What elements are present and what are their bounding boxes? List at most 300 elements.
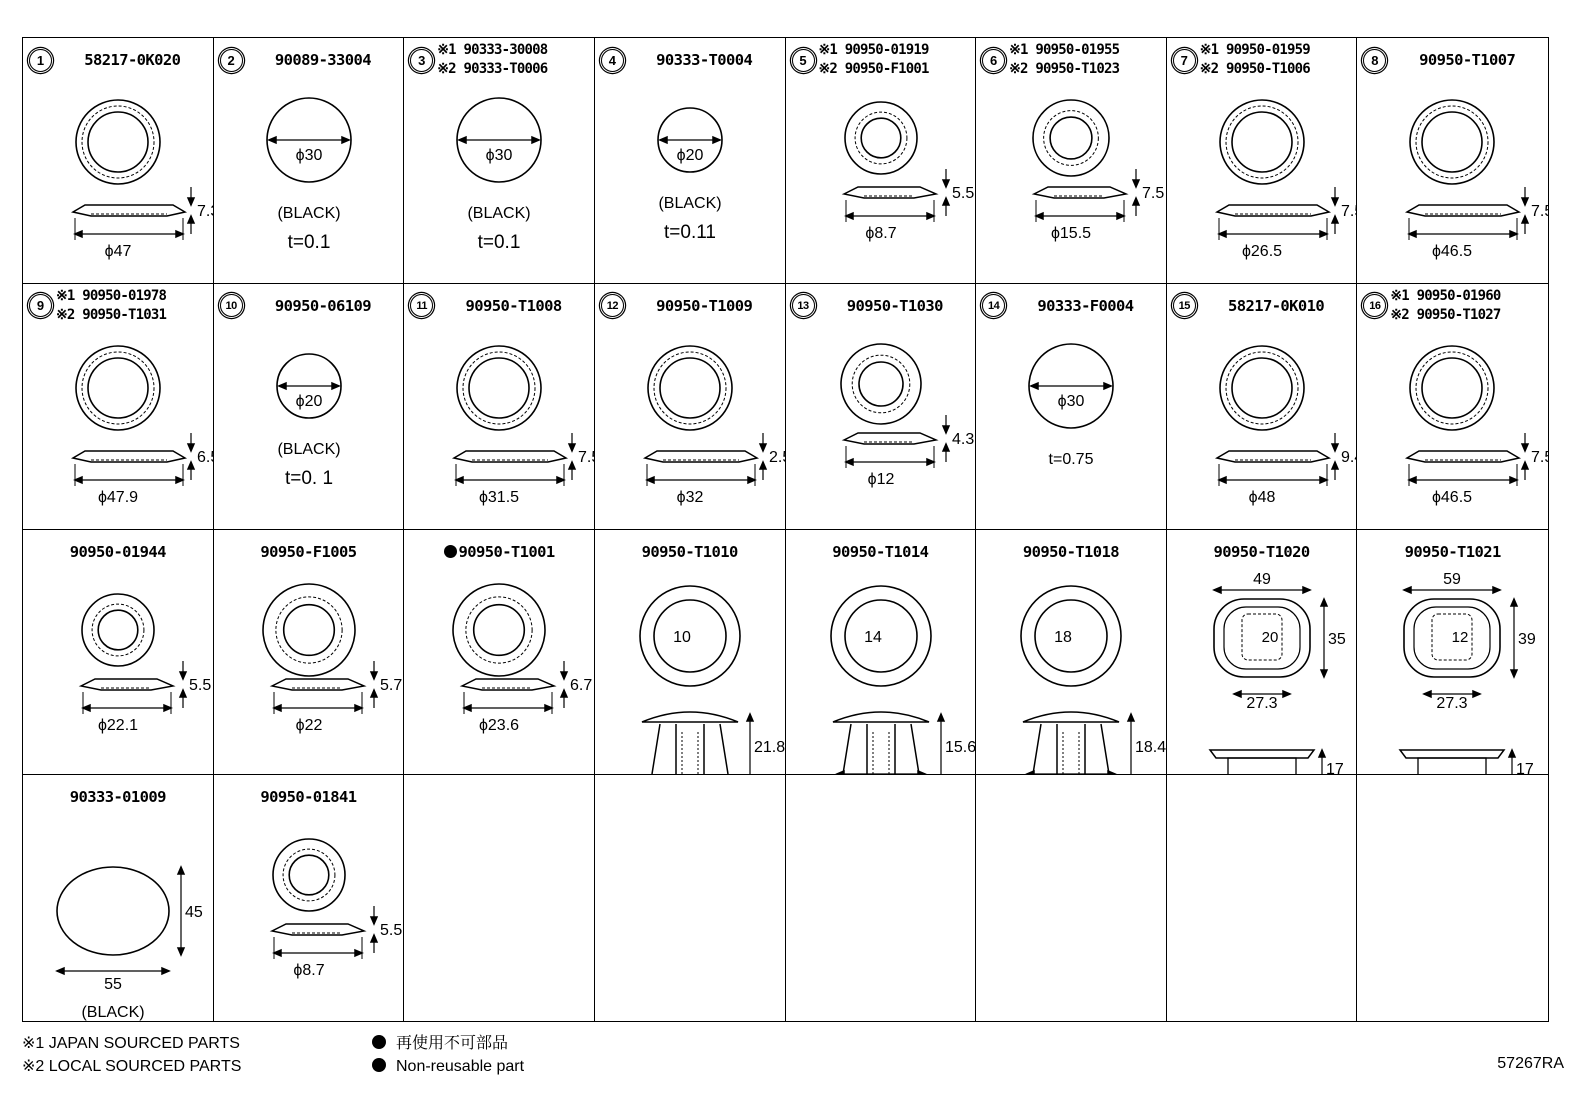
- part-cell: [976, 284, 1167, 530]
- part-number: 58217-0K020: [84, 51, 181, 69]
- part-number: ※1 90950-01960: [1390, 287, 1501, 304]
- part-numbers: [1386, 287, 1548, 325]
- part-number-header: [404, 530, 594, 574]
- empty-cell: [595, 775, 786, 1021]
- profile-shape: [1320, 231, 1327, 237]
- profile-shape: [1409, 231, 1416, 237]
- profile-shape: [569, 462, 575, 469]
- dimension-label: ϕ8.7: [293, 962, 325, 980]
- outline-shape: [841, 344, 921, 424]
- outline-shape: [57, 867, 169, 955]
- part-number: ※1 90950-01959: [1199, 42, 1310, 58]
- reuse-legend: [372, 1032, 524, 1078]
- cell-header: [1167, 284, 1357, 328]
- item-number: 8: [1363, 49, 1386, 72]
- dimension-label: ϕ32: [676, 488, 704, 506]
- dimension-label: 35: [1327, 630, 1346, 648]
- profile-shape: [1319, 750, 1325, 757]
- profile-shape: [927, 459, 934, 465]
- dimension-label: ϕ23.6: [479, 716, 520, 734]
- dimension-label: t=0.1: [477, 232, 521, 253]
- part-cell: [1357, 530, 1548, 776]
- profile-shape: [274, 950, 281, 956]
- part-number: ※2 90950-T1023: [1009, 61, 1120, 77]
- profile-shape: [927, 213, 934, 219]
- profile-shape: [188, 216, 194, 223]
- outline-shape: [1232, 112, 1292, 172]
- dimension-label: ϕ47.9: [97, 488, 139, 506]
- profile-shape: [1418, 758, 1486, 776]
- part-drawing: [404, 328, 601, 530]
- part-number: 90950-06109: [274, 296, 371, 315]
- part-number-header: [23, 530, 213, 574]
- profile-shape: [545, 705, 552, 711]
- profile-shape: [1424, 691, 1431, 697]
- profile-shape: [561, 690, 567, 697]
- profile-shape: [1234, 691, 1241, 697]
- part-number-header: [1167, 530, 1357, 574]
- profile-shape: [1219, 477, 1226, 483]
- cell-header: [23, 284, 213, 328]
- profile-shape: [561, 672, 567, 679]
- part-cell: [23, 530, 214, 776]
- part-numbers: [815, 41, 976, 79]
- part-drawing: [595, 328, 792, 530]
- part-cell: [976, 38, 1167, 284]
- part-cell: [595, 530, 786, 776]
- profile-shape: [269, 137, 276, 143]
- profile-shape: [162, 968, 169, 974]
- cell-header: [1167, 38, 1357, 82]
- part-numbers: [243, 51, 404, 69]
- outline-shape: [1416, 106, 1488, 178]
- dimension-label: 7.5: [1531, 203, 1554, 220]
- sourcing-legend: [22, 1032, 241, 1078]
- outline-shape: [1044, 111, 1099, 166]
- dimension-label: ϕ26.5: [1241, 243, 1282, 260]
- profile-shape: [1400, 750, 1504, 758]
- part-number: ※2 90333-T0006: [437, 61, 548, 77]
- profile-shape: [1473, 691, 1480, 697]
- profile-shape: [833, 712, 929, 722]
- profile-shape: [178, 867, 184, 874]
- part-cell: [1167, 38, 1363, 284]
- outline-shape: [463, 352, 535, 424]
- profile-shape: [652, 724, 728, 776]
- outline-shape: [283, 849, 335, 901]
- cell-header: [404, 284, 594, 328]
- dimension-label: 27.3: [1436, 694, 1468, 712]
- cell-header: [786, 38, 976, 82]
- part-cell: [404, 284, 601, 530]
- profile-shape: [1303, 587, 1310, 593]
- outline-shape: [88, 358, 148, 418]
- profile-shape: [1510, 477, 1517, 483]
- profile-shape: [371, 690, 377, 697]
- profile-shape: [75, 231, 82, 237]
- part-number: 90950-T1008: [465, 296, 562, 315]
- part-number-header: [595, 530, 785, 574]
- part-drawing: [1167, 82, 1363, 284]
- part-cell: [404, 38, 595, 284]
- profile-shape: [846, 213, 853, 219]
- part-drawing: [786, 574, 976, 792]
- item-number: 13: [792, 294, 815, 317]
- part-number: 90950-01841: [260, 788, 357, 807]
- part-number-header: [23, 775, 213, 819]
- profile-shape: [1493, 587, 1500, 593]
- profile-shape: [176, 477, 183, 483]
- part-numbers: [433, 41, 594, 79]
- profile-shape: [371, 935, 377, 942]
- item-number: 10: [220, 294, 243, 317]
- outline-shape: [1226, 106, 1298, 178]
- part-drawing: [23, 328, 220, 530]
- cell-header: [1357, 284, 1548, 328]
- profile-shape: [1522, 462, 1528, 469]
- profile-shape: [180, 690, 186, 697]
- part-numbers: [624, 297, 785, 315]
- part-number: 90950-T1001: [458, 542, 555, 561]
- legend-nonreusable-jp: 再使用不可部品: [396, 1035, 509, 1052]
- part-cell: [976, 530, 1167, 792]
- profile-shape: [943, 198, 949, 205]
- profile-shape: [1219, 231, 1226, 237]
- dimension-label: 17: [1325, 760, 1344, 778]
- profile-shape: [178, 948, 184, 955]
- part-number: 90950-T1030: [846, 296, 943, 315]
- part-numbers: [815, 297, 976, 315]
- dimension-label: 5.7: [379, 676, 402, 694]
- profile-shape: [1283, 691, 1290, 697]
- profile-shape: [1511, 670, 1517, 677]
- part-number-header: [976, 530, 1166, 574]
- part-numbers: [1386, 51, 1548, 69]
- outline-shape: [852, 355, 910, 413]
- profile-shape: [760, 462, 766, 469]
- clip-mark: 10: [672, 628, 691, 646]
- dimension-label: (BLACK): [277, 205, 341, 222]
- outline-shape: [82, 352, 154, 424]
- part-number-header: [1357, 530, 1548, 574]
- part-number: 90950-T1007: [1419, 51, 1516, 69]
- profile-shape: [1214, 587, 1221, 593]
- part-numbers: [1005, 41, 1166, 79]
- part-drawing: [1167, 328, 1363, 530]
- outline-shape: [1422, 358, 1482, 418]
- dimension-label: ϕ12: [867, 470, 894, 488]
- profile-shape: [75, 477, 82, 483]
- part-number: 58217-0K010: [1228, 296, 1325, 315]
- dimension-label: 5.5: [189, 676, 212, 694]
- part-cell: [786, 38, 977, 284]
- nonreusable-dot-icon: [372, 1058, 386, 1072]
- dimension-label: 7.5: [1531, 448, 1554, 466]
- dimension-label: ϕ47: [104, 243, 132, 260]
- profile-shape: [1522, 444, 1528, 451]
- part-cell: [1167, 284, 1363, 530]
- item-number: 3: [410, 49, 433, 72]
- legend-nonreusable-en: Non-reusable part: [396, 1058, 525, 1075]
- nonreusable-dot-icon: [372, 1035, 386, 1049]
- outline-shape: [469, 358, 529, 418]
- profile-shape: [332, 383, 339, 389]
- part-cell: [1167, 530, 1358, 776]
- part-drawing: [595, 574, 785, 776]
- part-number: 90950-T1021: [1404, 542, 1501, 561]
- profile-shape: [1332, 462, 1338, 469]
- profile-shape: [1332, 444, 1338, 451]
- empty-cell: [786, 775, 977, 1021]
- dimension-label: 17: [1516, 760, 1535, 778]
- part-number: 90950-F1005: [260, 542, 357, 561]
- profile-shape: [164, 705, 171, 711]
- dimension-label: 7.5: [578, 448, 601, 466]
- profile-shape: [274, 705, 281, 711]
- profile-shape: [188, 444, 194, 451]
- profile-shape: [1522, 216, 1528, 223]
- part-number: 90089-33004: [274, 51, 371, 69]
- dimension-label: 5.5: [379, 922, 402, 940]
- dimension-label: t=0. 1: [284, 467, 333, 489]
- outline-shape: [273, 839, 345, 911]
- outline-shape: [453, 584, 545, 676]
- dimension-label: 24.5: [1055, 774, 1087, 792]
- profile-shape: [557, 477, 564, 483]
- part-cell: [786, 284, 977, 530]
- part-drawing: [23, 574, 213, 776]
- part-cell: [595, 284, 792, 530]
- dimension-label: 5.5: [951, 185, 974, 202]
- dimension-label: ϕ20: [676, 147, 704, 164]
- outline-shape: [1033, 100, 1109, 176]
- profile-shape: [532, 137, 539, 143]
- part-number: ※2 90950-T1006: [1199, 61, 1310, 77]
- dimension-label: 6.7: [570, 676, 593, 694]
- dimension-label: 21.8: [753, 738, 786, 756]
- dimension-label: 49: [1252, 570, 1271, 588]
- item-number: 9: [29, 294, 52, 317]
- profile-shape: [57, 968, 64, 974]
- dimension-label: ϕ20: [295, 392, 323, 410]
- parts-grid: [22, 37, 1554, 1022]
- dimension-label: 6.5: [197, 448, 220, 466]
- dimension-label: ϕ46.5: [1432, 488, 1473, 506]
- part-cell: [214, 775, 405, 1021]
- part-number: ※1 90333-30008: [437, 42, 548, 58]
- outline-shape: [1226, 352, 1298, 424]
- profile-shape: [1104, 383, 1111, 389]
- part-drawing: [214, 328, 404, 530]
- profile-shape: [1320, 477, 1327, 483]
- item-number: 16: [1363, 294, 1386, 317]
- profile-shape: [355, 705, 362, 711]
- cell-header: [214, 284, 404, 328]
- dimension-label: t=0.11: [663, 222, 716, 243]
- outline-shape: [98, 610, 138, 650]
- part-numbers: [433, 297, 594, 315]
- clip-mark: 12: [1452, 628, 1469, 646]
- part-numbers: [1005, 297, 1166, 315]
- part-number: ※2 90950-T1027: [1390, 306, 1501, 323]
- dimension-label: 9.4: [1340, 448, 1363, 466]
- dimension-label: 7.5: [1142, 185, 1165, 202]
- clip-mark: 20: [1261, 628, 1279, 646]
- item-number: 5: [792, 49, 815, 72]
- part-cell: [404, 530, 595, 776]
- profile-shape: [1117, 213, 1124, 219]
- cell-header: [214, 38, 404, 82]
- profile-shape: [943, 180, 949, 187]
- outline-shape: [263, 584, 355, 676]
- empty-cell: [976, 775, 1167, 1021]
- outline-shape: [283, 604, 334, 655]
- profile-shape: [642, 712, 738, 722]
- outline-shape: [1050, 117, 1092, 159]
- outline-shape: [1422, 112, 1482, 172]
- part-drawing: [214, 574, 404, 776]
- item-number: 15: [1173, 294, 1196, 317]
- outline-shape: [859, 362, 903, 406]
- part-number: 90950-T1014: [832, 542, 929, 561]
- part-cell: [214, 530, 405, 776]
- part-drawing: [1357, 82, 1554, 284]
- cell-header: [976, 38, 1166, 82]
- profile-shape: [1510, 231, 1517, 237]
- outline-shape: [660, 358, 720, 418]
- part-cell: [23, 284, 220, 530]
- profile-shape: [1133, 198, 1139, 205]
- legend-japan: ※1 JAPAN SOURCED PARTS: [22, 1035, 240, 1052]
- part-cell: [23, 775, 214, 1021]
- profile-shape: [1404, 587, 1411, 593]
- cell-header: [976, 284, 1166, 328]
- part-drawing: [214, 82, 404, 284]
- part-number: 90950-T1009: [656, 296, 753, 315]
- diagram-code: 57267RA: [1497, 1055, 1564, 1072]
- part-cell: [1357, 284, 1554, 530]
- legend-local: ※2 LOCAL SOURCED PARTS: [22, 1058, 242, 1075]
- dimension-label: 39: [1518, 630, 1537, 648]
- profile-shape: [747, 714, 753, 721]
- profile-shape: [1036, 213, 1043, 219]
- dimension-label: 18.4: [1135, 738, 1167, 756]
- part-numbers: [1196, 297, 1357, 315]
- part-number: 90950-T1020: [1213, 542, 1310, 561]
- profile-shape: [938, 714, 944, 721]
- part-drawing: [976, 574, 1167, 792]
- part-drawing: [1357, 570, 1547, 778]
- clip-mark: 14: [863, 628, 882, 646]
- part-number: 90333-T0004: [656, 51, 753, 69]
- part-number-header: [214, 530, 404, 574]
- profile-shape: [1133, 180, 1139, 187]
- part-drawing: [786, 82, 976, 284]
- dimension-label: 15.6: [944, 738, 976, 756]
- profile-shape: [279, 383, 286, 389]
- empty-cell: [1167, 775, 1358, 1021]
- dimension-label: (BLACK): [277, 440, 341, 458]
- nonreusable-dot-icon: [444, 545, 457, 558]
- dimension-label: (BLACK): [467, 205, 531, 222]
- outline-shape: [1416, 352, 1488, 424]
- profile-shape: [1332, 198, 1338, 205]
- profile-shape: [1128, 714, 1134, 721]
- part-drawing: [1357, 328, 1554, 530]
- cell-header: [595, 284, 785, 328]
- profile-shape: [188, 198, 194, 205]
- profile-shape: [647, 477, 654, 483]
- item-number: 6: [982, 49, 1005, 72]
- clip-mark: 18: [1054, 628, 1073, 646]
- profile-shape: [760, 444, 766, 451]
- dimension-label: 55: [104, 976, 122, 994]
- profile-shape: [660, 137, 667, 143]
- part-number: ※1 90950-01919: [818, 42, 929, 58]
- dimension-label: 4.3: [951, 430, 974, 448]
- outline-shape: [861, 118, 901, 158]
- dimension-label: ϕ46.5: [1432, 243, 1473, 260]
- part-drawing: [595, 82, 785, 284]
- profile-shape: [1511, 599, 1517, 606]
- profile-shape: [342, 137, 349, 143]
- profile-shape: [569, 444, 575, 451]
- outline-shape: [82, 106, 154, 178]
- profile-shape: [371, 917, 377, 924]
- part-numbers: [624, 51, 785, 69]
- outline-shape: [654, 352, 726, 424]
- outline-shape: [276, 596, 342, 662]
- profile-shape: [83, 705, 90, 711]
- profile-shape: [355, 950, 362, 956]
- part-numbers: [52, 287, 213, 325]
- item-number: 7: [1173, 49, 1196, 72]
- part-drawing: [976, 328, 1166, 530]
- empty-cell: [1357, 775, 1548, 1021]
- dimension-label: ϕ30: [1057, 392, 1085, 410]
- item-number: 1: [29, 49, 52, 72]
- dimension-label: 2.5: [768, 448, 792, 466]
- dimension-label: ϕ15.5: [1051, 225, 1092, 242]
- profile-shape: [713, 137, 720, 143]
- profile-shape: [1321, 670, 1327, 677]
- dimension-label: ϕ22: [295, 716, 323, 734]
- empty-cell: [404, 775, 595, 1021]
- dimension-label: 27.3: [1246, 694, 1278, 712]
- profile-shape: [1031, 383, 1038, 389]
- dimension-label: ϕ8.7: [864, 225, 897, 242]
- item-number: 14: [982, 294, 1005, 317]
- profile-shape: [943, 426, 949, 433]
- part-cell: [214, 38, 405, 284]
- profile-shape: [180, 672, 186, 679]
- item-number: 4: [601, 49, 624, 72]
- profile-shape: [188, 462, 194, 469]
- profile-shape: [943, 444, 949, 451]
- profile-shape: [464, 705, 471, 711]
- part-cell: [786, 530, 977, 792]
- part-drawing: [23, 819, 213, 1021]
- outline-shape: [289, 855, 329, 895]
- part-number: 90333-F0004: [1037, 296, 1134, 315]
- profile-shape: [1522, 198, 1528, 205]
- dimension-label: (BLACK): [658, 195, 722, 212]
- cell-header: [1357, 38, 1548, 82]
- profile-shape: [371, 672, 377, 679]
- profile-shape: [1332, 216, 1338, 223]
- profile-shape: [846, 459, 853, 465]
- part-drawing: [404, 574, 594, 776]
